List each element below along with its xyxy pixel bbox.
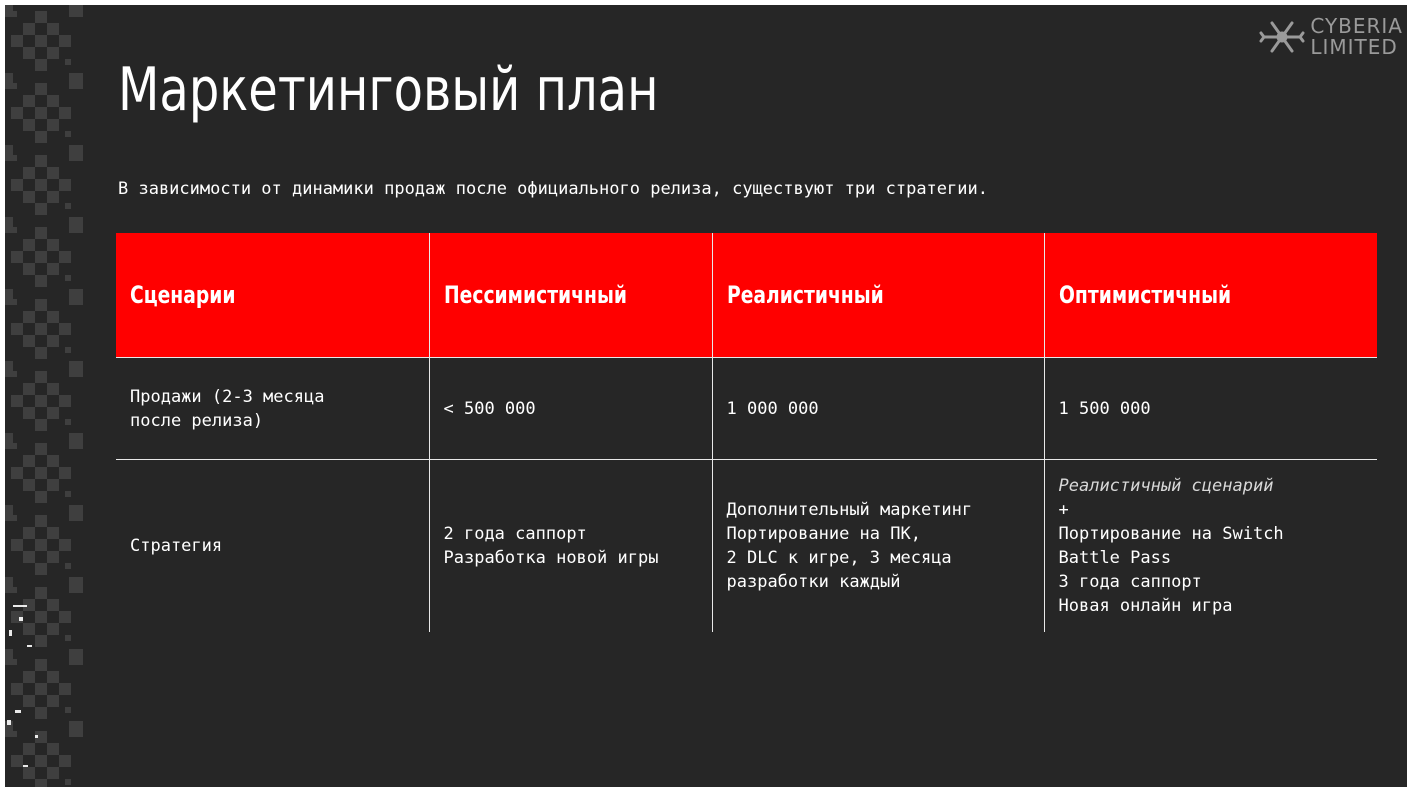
header-optimistic: Оптимистичный <box>1044 233 1377 358</box>
scenario-table <box>116 233 1377 632</box>
sales-realistic: 1 000 000 <box>712 358 1044 460</box>
sales-label: Продажи (2-3 месяца после релиза) <box>116 358 429 460</box>
strategy-realistic: Дополнительный маркетинг Портирование на ПК, 2 DLC к игре, 3 месяца разработки каждый <box>712 460 1044 633</box>
logo-line-2: LIMITED <box>1310 35 1398 59</box>
company-logo <box>1258 15 1403 59</box>
header-scenarios: Сценарии <box>116 233 429 358</box>
snowflake-wrench-icon <box>1258 15 1306 59</box>
sales-pessimistic: < 500 000 <box>429 358 712 460</box>
header-realistic: Реалистичный <box>712 233 1044 358</box>
intro-text: В зависимости от динамики продаж после официального релиза, существуют три стратегии. <box>118 179 988 199</box>
ornament-border <box>5 5 87 787</box>
page-title: Маркетинговый план <box>118 55 659 125</box>
header-pessimistic: Пессимистичный <box>429 233 712 358</box>
logo-line-1: CYBERIA <box>1310 14 1403 38</box>
table-row-sales <box>116 358 1377 460</box>
strategy-label: Стратегия <box>116 460 429 633</box>
table-row-strategy <box>116 460 1377 633</box>
strategy-pessimistic: 2 года саппорт Разработка новой игры <box>429 460 712 633</box>
strategy-optimistic: Реалистичный сценарий + Портирование на Switch Battle Pass 3 года саппорт Новая онлайн игра <box>1044 460 1377 633</box>
slide <box>5 5 1407 787</box>
sales-optimistic: 1 500 000 <box>1044 358 1377 460</box>
table-header-row <box>116 233 1377 358</box>
